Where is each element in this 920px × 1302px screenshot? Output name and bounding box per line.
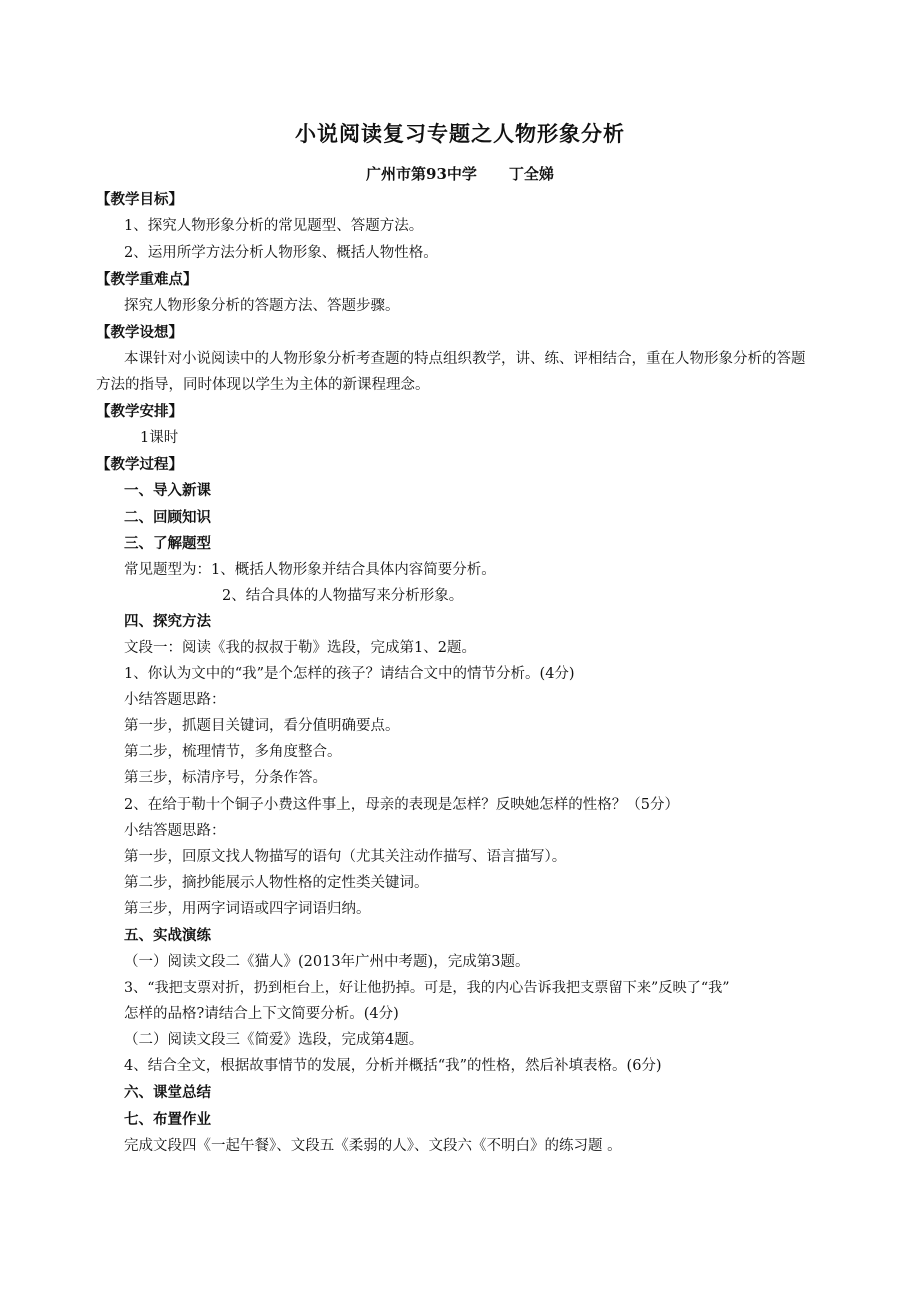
key-points-heading: 【教学重难点】 xyxy=(96,271,198,288)
passage-instruction: 文段一：阅读《我的叔叔于勒》选段，完成第1、2题。 xyxy=(124,640,476,656)
question-type: 2、结合具体的人物描写来分析形象。 xyxy=(222,588,464,604)
section-heading: 六、课堂总结 xyxy=(124,1084,211,1101)
homework-text: 完成文段四《一起午餐》、文段五《柔弱的人》、文段六《不明白》的练习题 。 xyxy=(124,1138,622,1154)
document-title: 小说阅读复习专题之人物形象分析 xyxy=(295,121,625,146)
arrangement-heading: 【教学安排】 xyxy=(96,403,183,420)
section-heading: 二、回顾知识 xyxy=(124,509,211,526)
goals-heading: 【教学目标】 xyxy=(96,191,183,208)
process-heading: 【教学过程】 xyxy=(96,456,183,473)
author-name: 丁全娣 xyxy=(508,165,554,183)
question-2: 2、在给于勒十个铜子小费这件事上，母亲的表现是怎样？反映她怎样的性格？（5分） xyxy=(124,797,679,813)
summary-label: 小结答题思路： xyxy=(124,823,226,839)
key-points-text: 探究人物形象分析的答题方法、答题步骤。 xyxy=(124,298,400,314)
question-3-continued: 怎样的品格?请结合上下文简要分析。(4分) xyxy=(124,1006,399,1022)
summary-step: 第一步，回原文找人物描写的语句（尤其关注动作描写、语言描写）。 xyxy=(124,849,567,865)
question-type: 常见题型为：1、概括人物形象并结合具体内容简要分析。 xyxy=(124,562,496,578)
summary-step: 第三步，用两字词语或四字词语归纳。 xyxy=(124,901,371,917)
design-text: 本课针对小说阅读中的人物形象分析考查题的特点组织教学，讲、练、评相结合，重在人物形象分析的答题方法的指导，同时体现以学生为主体的新课程理念。 xyxy=(96,351,806,393)
goal-item: 2、运用所学方法分析人物形象、概括人物性格。 xyxy=(124,245,438,261)
section-heading: 四、探究方法 xyxy=(124,613,211,630)
design-heading: 【教学设想】 xyxy=(96,324,183,341)
practice-instruction: （一）阅读文段二《猫人》(2013年广州中考题)，完成第3题。 xyxy=(124,954,530,970)
summary-step: 第一步，抓题目关键词，看分值明确要点。 xyxy=(124,718,400,734)
summary-step: 第三步，标清序号，分条作答。 xyxy=(124,770,327,786)
section-heading: 三、了解题型 xyxy=(124,535,211,552)
section-heading: 一、导入新课 xyxy=(124,482,211,499)
author-school: 广州市第93中学 xyxy=(366,165,477,183)
summary-step: 第二步，梳理情节，多角度整合。 xyxy=(124,744,342,760)
question-4: 4、结合全文，根据故事情节的发展，分析并概括“我”的性格，然后补填表格。(6分) xyxy=(124,1058,662,1074)
question-1: 1、你认为文中的“我”是个怎样的孩子？请结合文中的情节分析。(4分) xyxy=(124,666,575,682)
practice-instruction: （二）阅读文段三《简爱》选段，完成第4题。 xyxy=(124,1032,424,1048)
summary-label: 小结答题思路： xyxy=(124,692,226,708)
arrangement-text: 1课时 xyxy=(140,430,179,446)
summary-step: 第二步，摘抄能展示人物性格的定性类关键词。 xyxy=(124,875,429,891)
section-heading: 五、实战演练 xyxy=(124,927,211,944)
author-line xyxy=(0,163,920,184)
question-3: 3、“我把支票对折，扔到柜台上，好让他扔掉。可是，我的内心告诉我把支票留下来”反映了“我” xyxy=(124,980,730,996)
goal-item: 1、探究人物形象分析的常见题型、答题方法。 xyxy=(124,218,424,234)
section-heading: 七、布置作业 xyxy=(124,1111,211,1128)
